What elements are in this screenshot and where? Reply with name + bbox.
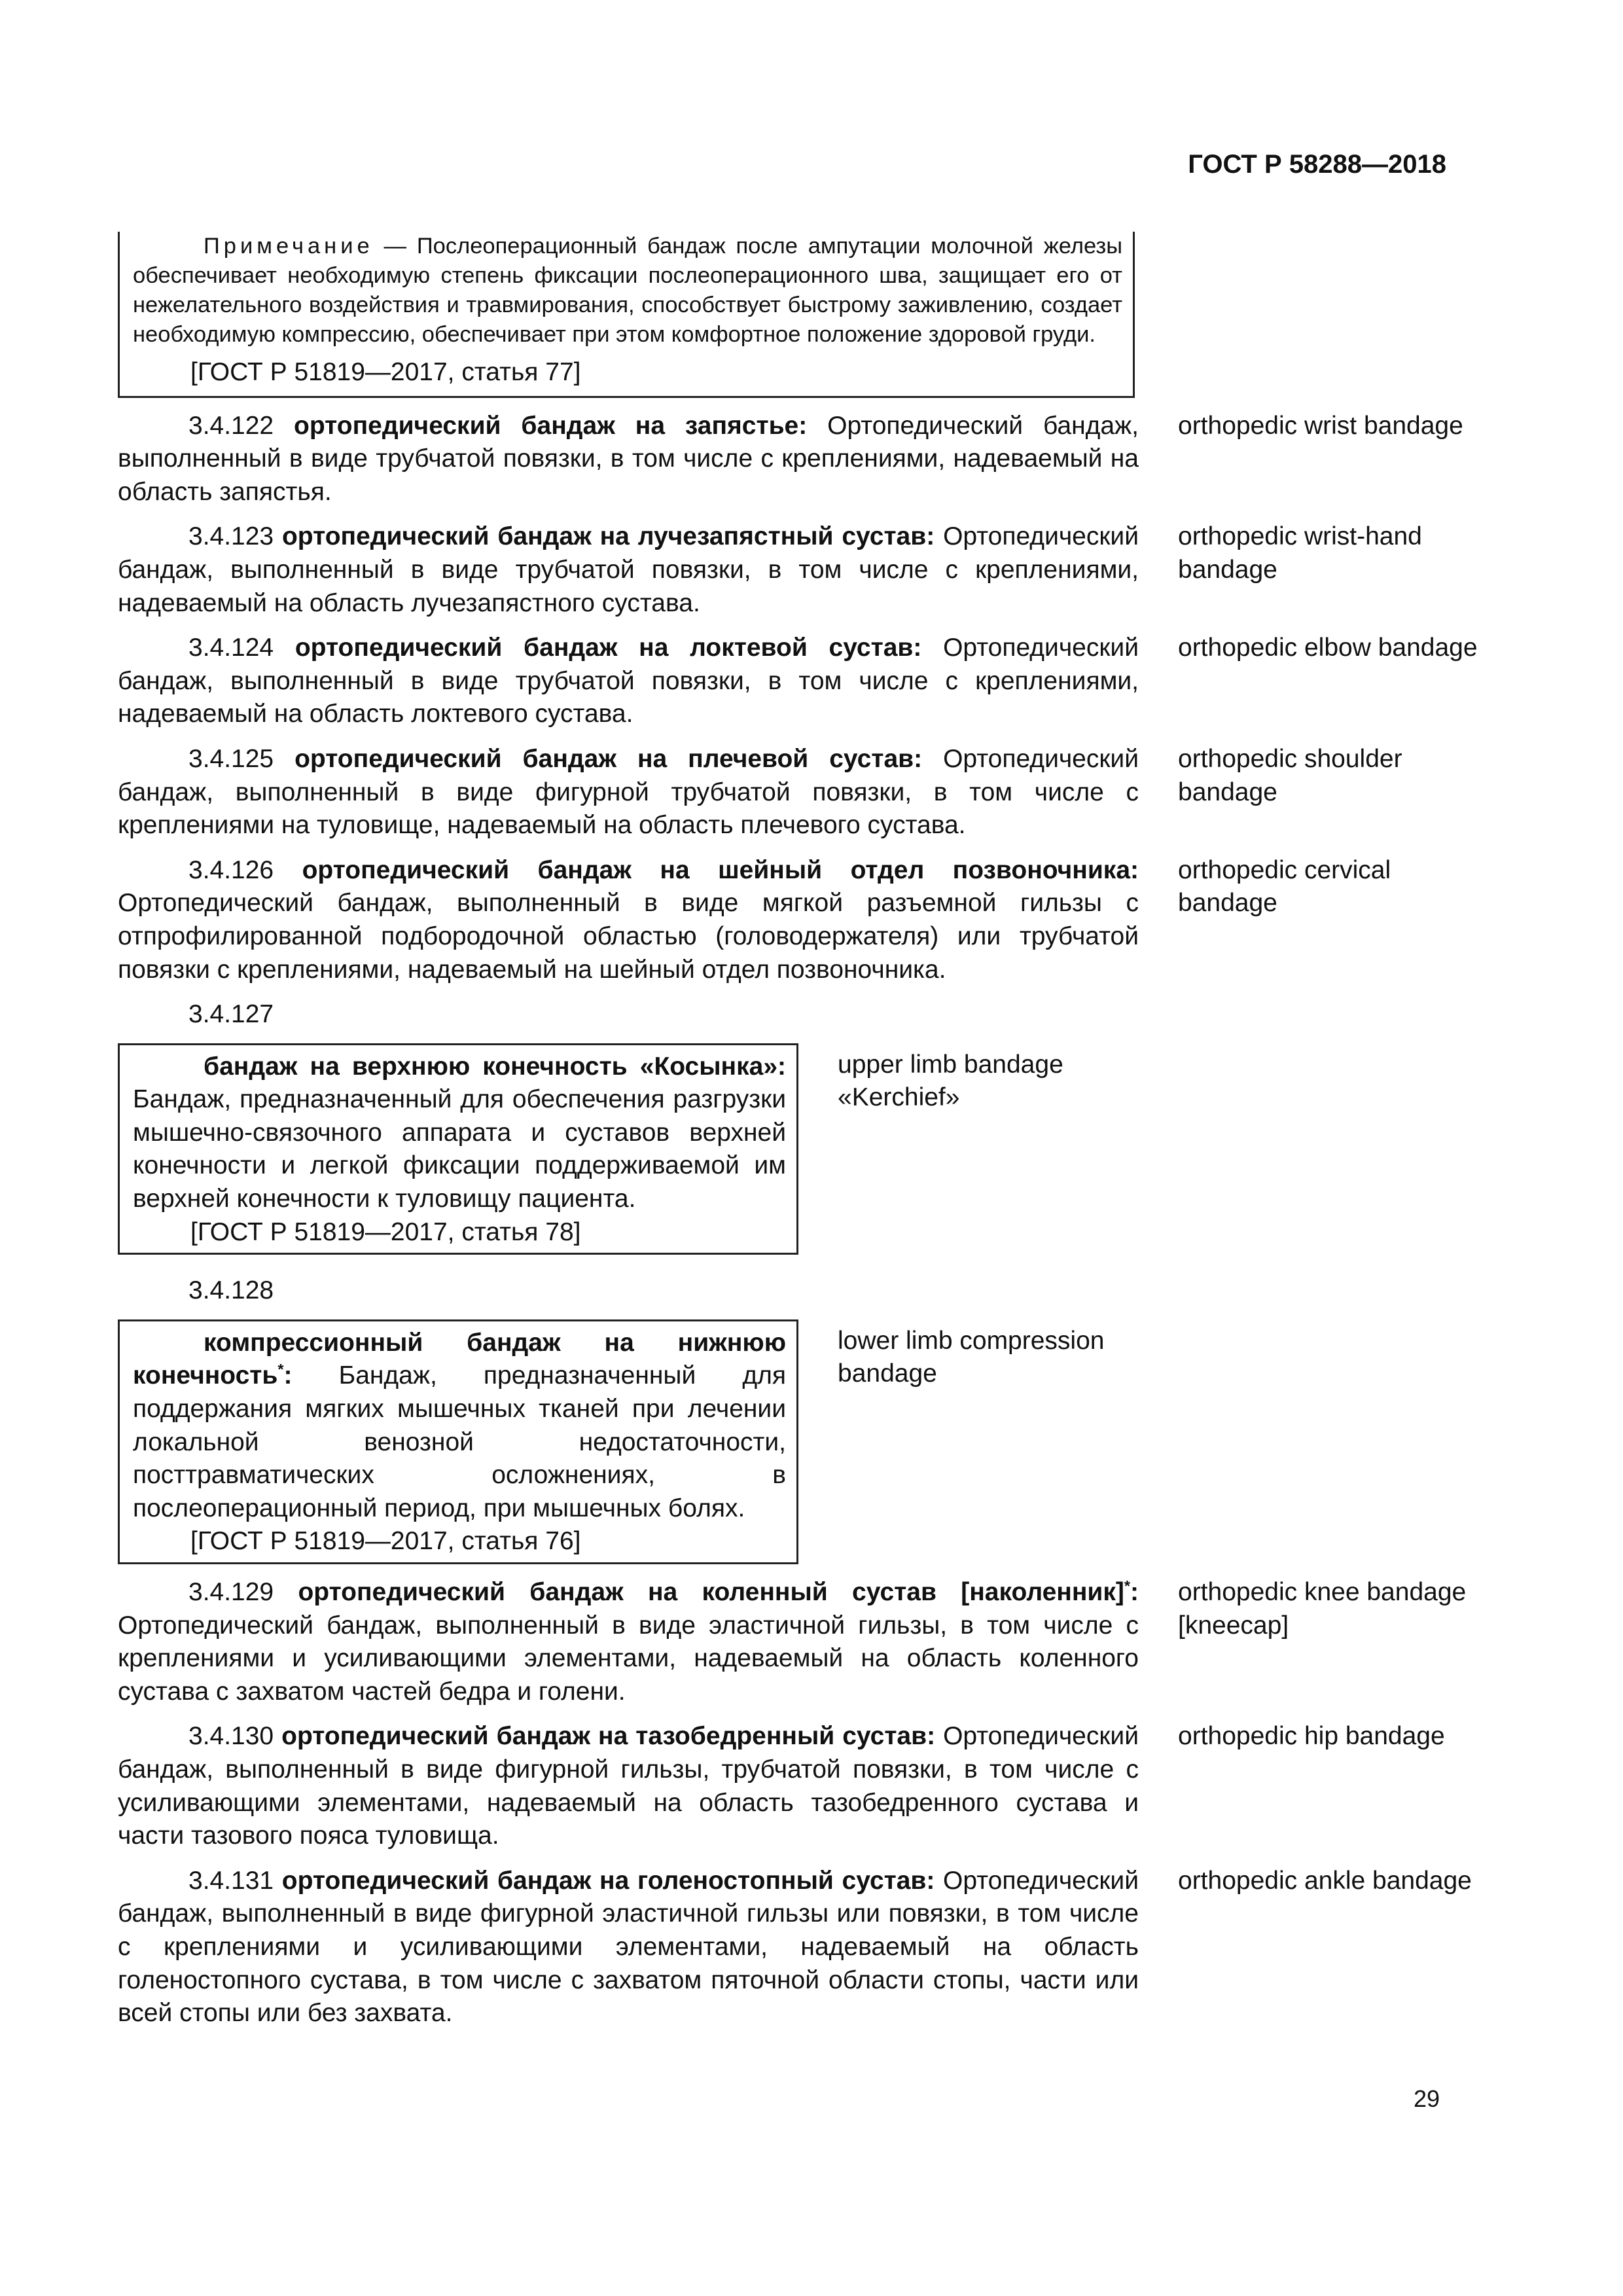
term-number: 3.4.127 [188, 1000, 274, 1029]
term-name: ортопедический бандаж на плечевой сустав: [294, 744, 923, 773]
note-label: Примечание [204, 234, 374, 259]
term-definition: Бандаж, предназначенный для поддержания мягких мышечных тканей при лечении локальной венозной недостаточности, посттравматических осложнениях, в послеоперационный период, при мышечных болях. [133, 1361, 786, 1522]
term-name: ортопедический бандаж на запястье: [294, 411, 808, 440]
term-entry [118, 632, 1478, 731]
page-number: 29 [1413, 2085, 1440, 2112]
term-english: orthopedic elbow bandage [1178, 634, 1478, 662]
term-source: [ГОСТ Р 51819—2017, статья 78] [190, 1217, 581, 1246]
term-name: ортопедический бандаж на тазобедренный сустав: [281, 1722, 936, 1751]
term-english: orthopedic wrist bandage [1178, 411, 1463, 440]
term-colon: : [1130, 1578, 1139, 1606]
term-english: orthopedic ankle bandage [1178, 1866, 1472, 1895]
footnote-marker: * [277, 1361, 284, 1378]
term-entry [118, 854, 1391, 986]
term-english: orthopedic knee bandage [kneecap] [1178, 1578, 1467, 1640]
term-source: [ГОСТ Р 51819—2017, статья 76] [190, 1527, 581, 1556]
term-entry [118, 410, 1463, 509]
term-name: компрессионный бандаж на нижнюю конечность [133, 1328, 786, 1390]
boxed-term-entry [118, 1319, 1139, 1564]
term-english: orthopedic hip bandage [1178, 1722, 1445, 1751]
term-number: 3.4.123 [188, 522, 274, 551]
term-box [118, 1043, 798, 1255]
term-name: ортопедический бандаж на голеностопный сустав: [281, 1866, 935, 1895]
term-name: ортопедический бандаж на коленный сустав [наколенник] [298, 1578, 1124, 1606]
term-number: 3.4.129 [188, 1578, 274, 1606]
term-entry [118, 1720, 1445, 1852]
term-number: 3.4.124 [188, 634, 274, 662]
term-english: upper limb bandage «Kerchief» [838, 1050, 1063, 1112]
term-colon: : [283, 1361, 293, 1390]
term-number: 3.4.128 [188, 1276, 274, 1305]
term-entry [118, 743, 1402, 842]
boxed-term-entry [118, 1043, 1139, 1255]
term-number: 3.4.125 [188, 744, 274, 773]
term-definition: Ортопедический бандаж, выполненный в виде трубчатой повязки, в том числе с креплениями, надеваемый на область локтевого сустава. [118, 634, 1139, 728]
term-box [118, 1319, 798, 1564]
note-text: — Послеоперационный бандаж после ампутации молочной железы обеспечивает необходимую степень фиксации послеоперационного шва, защищает его от нежелательного воздействия и травмирования, способствует быстрому заживлению, создает необходимую компрессию, обеспечивает при этом комфортное положение здоровой груди. [133, 234, 1122, 347]
term-number: 3.4.122 [188, 411, 274, 440]
term-entry [118, 520, 1422, 620]
note-row [118, 232, 1139, 398]
term-name: бандаж на верхнюю конечность «Косынка»: [204, 1052, 786, 1081]
term-definition: Ортопедический бандаж, выполненный в виде эластичной гильзы, в том числе с креплениями и усиливающими элементами, надеваемый на область коленного сустава с захватом частей бедра и голени. [118, 1611, 1139, 1706]
note-box [118, 232, 1135, 398]
term-definition: Ортопедический бандаж, выполненный в виде трубчатой повязки, в том числе с креплениями, надеваемый на область лучезапястного сустава. [118, 522, 1139, 617]
term-definition: Ортопедический бандаж, выполненный в виде фигурной гильзы, трубчатой повязки, в том числе с усиливающими элементами, надеваемый на область тазобедренного сустава и части тазового пояса туловища. [118, 1722, 1139, 1850]
term-number: 3.4.126 [188, 855, 274, 884]
term-name: ортопедический бандаж на локтевой сустав: [294, 634, 922, 662]
term-entry [118, 1576, 1467, 1708]
term-definition: Ортопедический бандаж, выполненный в виде мягкой разъемной гильзы с отпрофилированной подбородочной областью (головодержателя) или трубчатой повязки с креплениями, надеваемый на шейный отдел позвоночника. [118, 889, 1139, 984]
document-designation: ГОСТ Р 58288—2018 [1188, 150, 1446, 179]
term-english: lower limb compression bandage [838, 1326, 1105, 1388]
term-name: ортопедический бандаж на шейный отдел позвоночника: [302, 855, 1139, 884]
term-definition: Ортопедический бандаж, выполненный в виде трубчатой повязки, в том числе с креплениями, надеваемый на область запястья. [118, 411, 1139, 506]
note-paragraph [133, 232, 1122, 350]
term-name: ортопедический бандаж на лучезапястный сустав: [281, 522, 935, 551]
footnote-marker: * [1124, 1577, 1130, 1594]
term-definition: Ортопедический бандаж, выполненный в виде фигурной эластичной гильзы или повязки, в том числе с креплениями и усиливающими элементами, надеваемый на область голеностопного сустава, в том числе с захватом пяточной области стопы, части или всей стопы или без захвата. [118, 1866, 1139, 2028]
term-english: orthopedic wrist-hand bandage [1178, 522, 1422, 584]
term-english: orthopedic cervical bandage [1178, 855, 1391, 918]
term-english: orthopedic shoulder bandage [1178, 744, 1402, 806]
term-definition: Бандаж, предназначенный для обеспечения разгрузки мышечно-связочного аппарата и суставов верхней конечности и легкой фиксации поддерживаемой им верхней конечности к туловищу пациента. [133, 1085, 786, 1213]
terms-section [118, 232, 1478, 2030]
note-source: [ГОСТ Р 51819—2017, статья 77] [190, 358, 581, 386]
term-definition: Ортопедический бандаж, выполненный в виде фигурной трубчатой повязки, в том числе с креплениями на туловище, надеваемый на область плечевого сустава. [118, 744, 1139, 840]
term-number: 3.4.131 [188, 1866, 274, 1895]
term-entry [118, 1865, 1472, 2030]
term-number: 3.4.130 [188, 1722, 274, 1751]
